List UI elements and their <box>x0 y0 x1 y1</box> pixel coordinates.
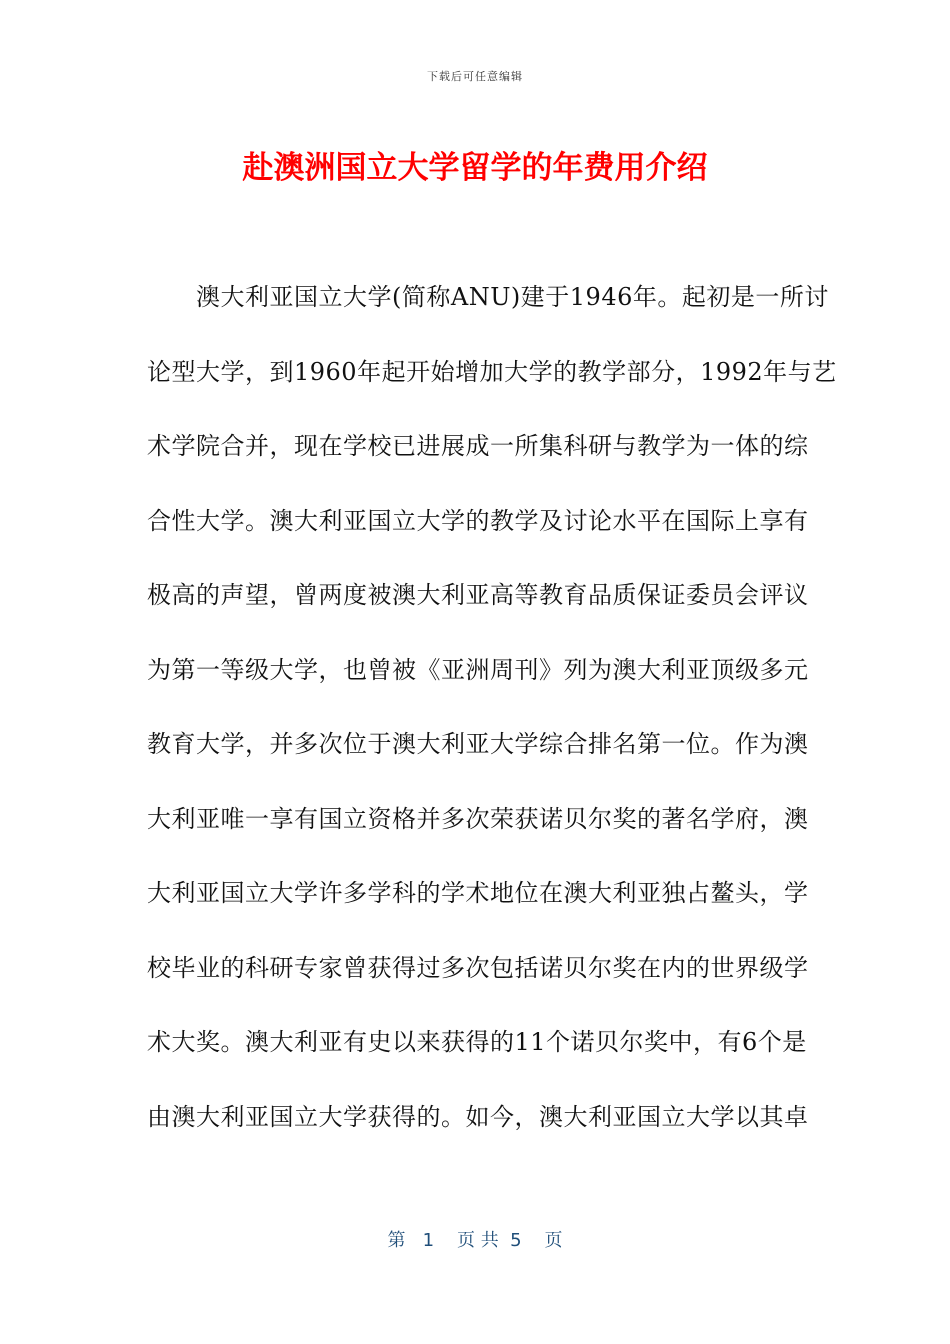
body-line: 校毕业的科研专家曾获得过多次包括诺贝尔奖在内的世界级学 <box>147 953 809 982</box>
body-text <box>147 276 837 1170</box>
body-line: 大利亚国立大学许多学科的学术地位在澳大利亚独占鳌头，学 <box>147 879 809 907</box>
body-line: 术学院合并，现在学校已进展成一所集科研与教学为一体的综 <box>147 432 809 460</box>
body-line: 术大奖。澳大利亚有史以来获得的11个诺贝尔奖中，有6个是 <box>147 1028 807 1056</box>
body-line: 论型大学，到1960年起开始增加大学的教学部分，1992年与艺 <box>147 357 837 386</box>
body-line: 为第一等级大学，也曾被《亚洲周刊》列为澳大利亚顶级多元 <box>147 655 809 684</box>
body-line: 大利亚唯一享有国立资格并多次荣获诺贝尔奖的著名学府，澳 <box>147 804 809 833</box>
page-footer: 第 1 页 共 5 页 <box>387 1230 563 1251</box>
body-line: 极高的声望，曾两度被澳大利亚高等教育品质保证委员会评议 <box>147 581 809 609</box>
body-line: 由澳大利亚国立大学获得的。如今，澳大利亚国立大学以其卓 <box>147 1102 809 1131</box>
body-line: 教育大学，并多次位于澳大利亚大学综合排名第一位。作为澳 <box>147 730 809 758</box>
body-line: 合性大学。澳大利亚国立大学的教学及讨论水平在国际上享有 <box>147 506 809 535</box>
document-title: 赴澳洲国立大学留学的年费用介绍 <box>242 150 708 186</box>
header-note: 下载后可任意编辑 <box>427 70 523 83</box>
body-line: 澳大利亚国立大学(简称ANU)建于1946年。起初是一所讨 <box>196 283 829 311</box>
